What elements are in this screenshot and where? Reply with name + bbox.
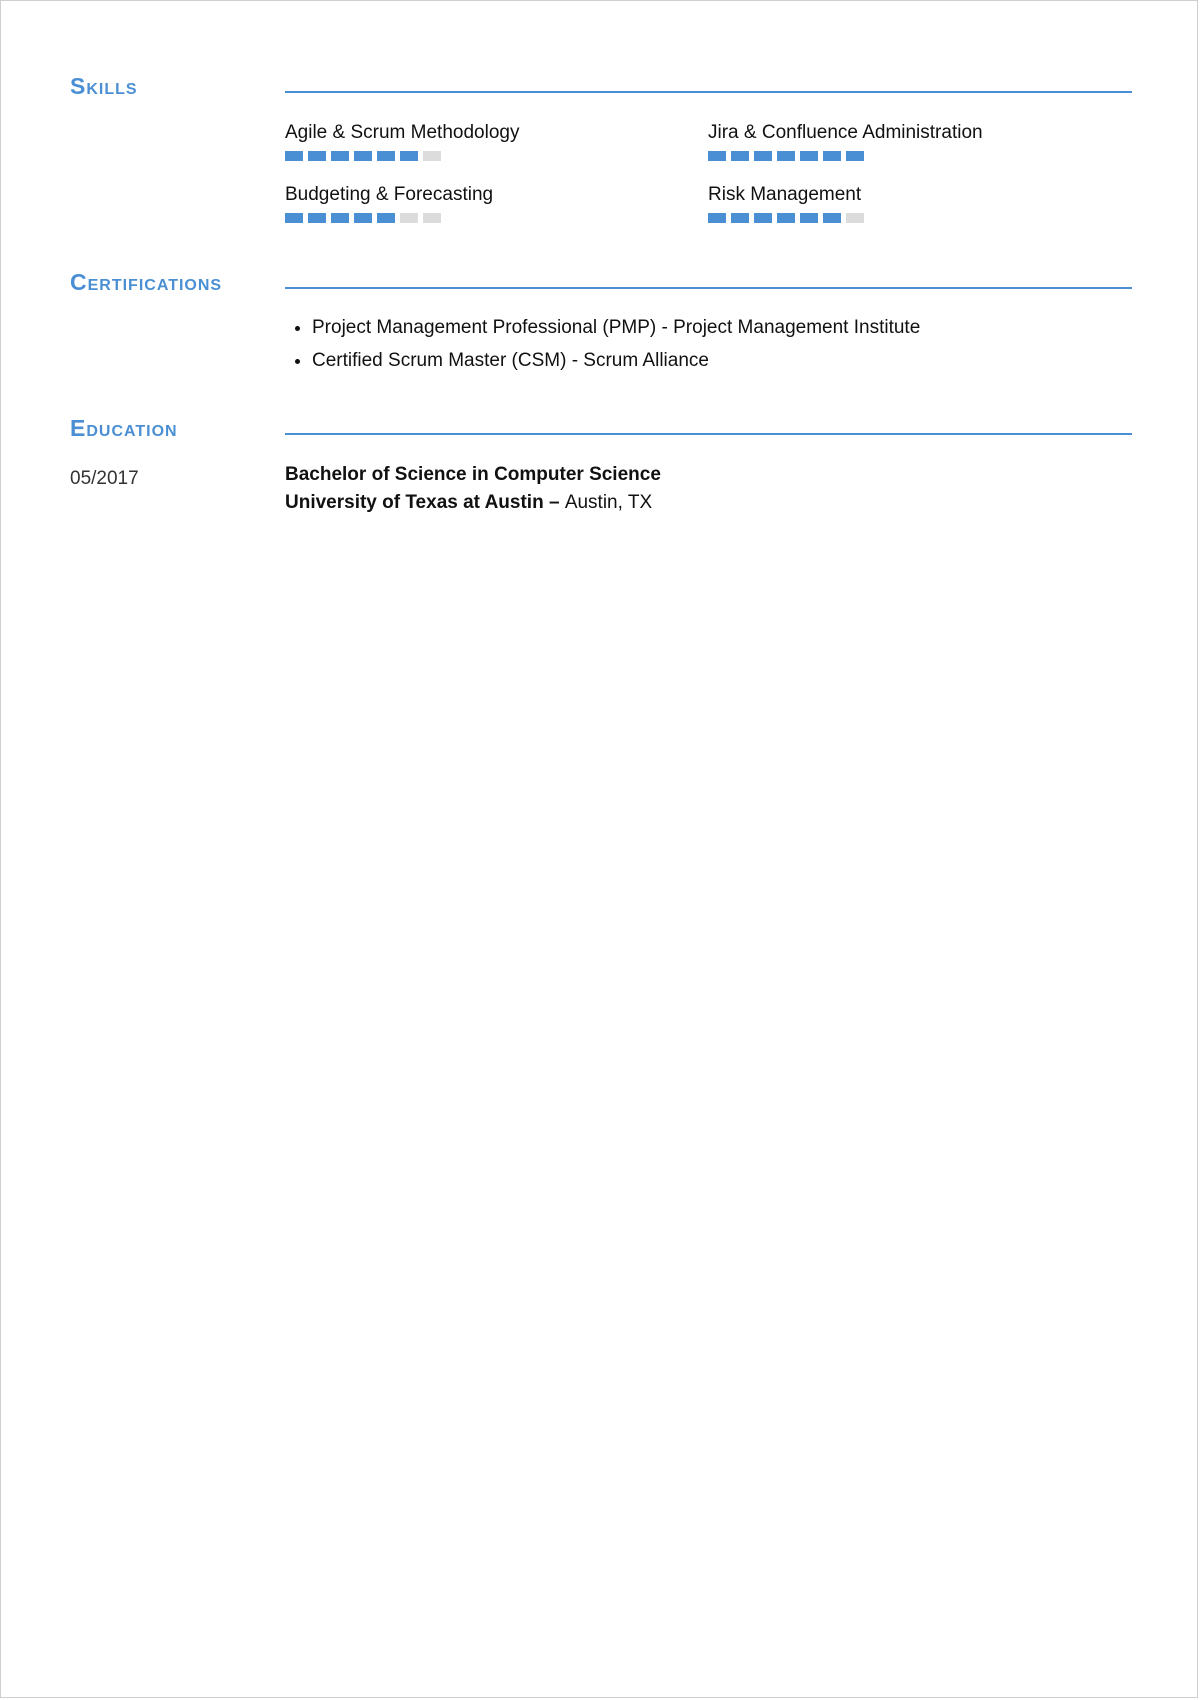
skill-name: Risk Management xyxy=(708,184,862,205)
skill-rating-bar xyxy=(285,213,708,223)
rating-segment-filled xyxy=(823,213,841,223)
rating-segment-empty xyxy=(400,213,418,223)
certifications-divider xyxy=(285,287,1132,289)
rating-segment-filled xyxy=(846,151,864,161)
skills-heading: Skills xyxy=(70,73,138,99)
skills-grid xyxy=(285,121,1132,223)
rating-segment-filled xyxy=(731,213,749,223)
skill-rating-bar xyxy=(285,151,708,161)
education-degree: Bachelor of Science in Computer Science xyxy=(285,464,661,485)
rating-segment-filled xyxy=(754,151,772,161)
certifications-heading: Certifications xyxy=(70,269,223,295)
skill-item xyxy=(285,183,708,223)
rating-segment-filled xyxy=(823,151,841,161)
skill-item xyxy=(708,183,1131,223)
skills-divider xyxy=(285,91,1132,93)
certifications-list xyxy=(285,316,1132,373)
education-school-name: University of Texas at Austin xyxy=(285,492,544,513)
rating-segment-filled xyxy=(354,151,372,161)
rating-segment-filled xyxy=(285,151,303,161)
skill-name: Jira & Confluence Administration xyxy=(708,122,983,143)
education-separator: – xyxy=(543,492,565,513)
certifications-body xyxy=(285,316,1132,382)
rating-segment-filled xyxy=(731,151,749,161)
rating-segment-filled xyxy=(354,213,372,223)
education-school xyxy=(285,492,565,513)
skill-name: Budgeting & Forecasting xyxy=(285,184,494,205)
rating-segment-empty xyxy=(423,213,441,223)
skill-item xyxy=(708,121,1131,161)
rating-segment-filled xyxy=(331,213,349,223)
rating-segment-filled xyxy=(308,213,326,223)
rating-segment-empty xyxy=(423,151,441,161)
rating-segment-filled xyxy=(777,151,795,161)
list-item: • Project Management Professional (PMP) - Project Management Institute xyxy=(312,316,1132,340)
rating-segment-filled xyxy=(754,213,772,223)
rating-segment-filled xyxy=(331,151,349,161)
rating-segment-filled xyxy=(708,151,726,161)
skill-name: Agile & Scrum Methodology xyxy=(285,122,520,143)
rating-segment-filled xyxy=(777,213,795,223)
rating-segment-filled xyxy=(800,151,818,161)
education-heading: Education xyxy=(70,415,178,441)
rating-segment-filled xyxy=(377,151,395,161)
rating-segment-filled xyxy=(377,213,395,223)
certifications-section xyxy=(70,267,1132,377)
rating-segment-filled xyxy=(708,213,726,223)
rating-segment-filled xyxy=(400,151,418,161)
list-item: • Certified Scrum Master (CSM) - Scrum Alliance xyxy=(312,349,1132,373)
skill-rating-bar xyxy=(708,213,1131,223)
education-body xyxy=(285,461,1132,517)
skills-body xyxy=(285,121,1132,223)
rating-segment-filled xyxy=(285,213,303,223)
education-school-line xyxy=(285,489,1132,517)
education-section xyxy=(70,413,1132,523)
rating-segment-filled xyxy=(800,213,818,223)
education-date: 05/2017 xyxy=(70,468,139,489)
education-location: Austin, TX xyxy=(564,492,653,513)
skills-section xyxy=(70,71,1132,231)
education-divider xyxy=(285,433,1132,435)
rating-segment-filled xyxy=(308,151,326,161)
skill-rating-bar xyxy=(708,151,1131,161)
rating-segment-empty xyxy=(846,213,864,223)
skill-item xyxy=(285,121,708,161)
